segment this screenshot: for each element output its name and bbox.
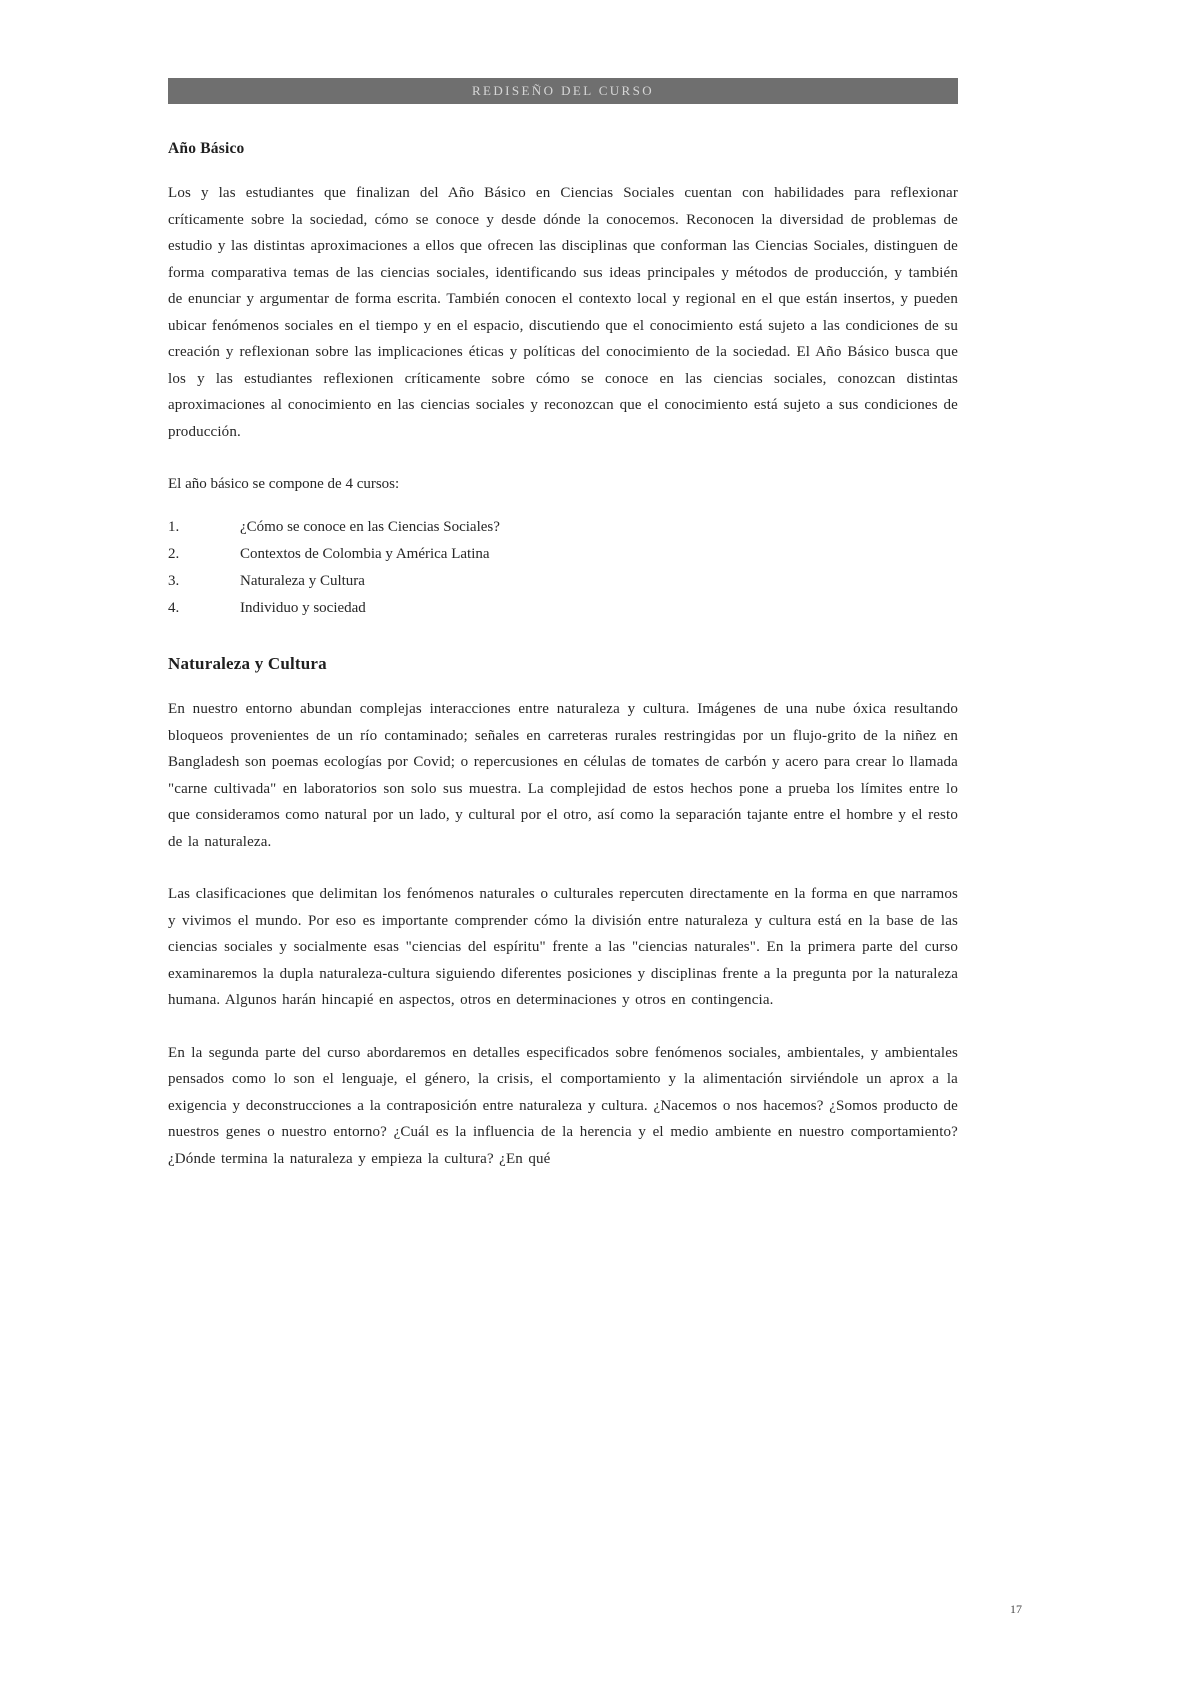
paragraph: Las clasificaciones que delimitan los fenómenos naturales o culturales repercuten directamente en la forma en que narramos y vivimos el mundo. Por eso es importante comprender cómo la división entre naturaleza y cultura está en la base de las ciencias sociales y socialmente esas "ciencias del espíritu" frente a las "ciencias naturales". En la primera parte del curso examinaremos la dupla naturaleza-cultura siguiendo diferentes posiciones y disciplinas frente a la pregunta por la naturaleza humana. Algunos harán hincapié en aspectos, otros en determinaciones y otros en contingencia.	[168, 886, 958, 1008]
section-heading-ano-basico: Año Básico	[168, 140, 245, 157]
list-item-label: ¿Cómo se conoce en las Ciencias Sociales?	[240, 519, 500, 535]
running-head-text: REDISEÑO DEL CURSO	[471, 83, 655, 98]
paragraph: En la segunda parte del curso abordaremos en detalles especificados sobre fenómenos sociales, ambientales, y ambientales pensados como lo son el lenguaje, el género, la crisis, el comportamiento y la alimentación sirviéndole un aprox a la exigencia y deconstrucciones a la contraposición entre naturaleza y cultura. ¿Nacemos o nos hacemos? ¿Somos producto de nuestros genes o nuestro entorno? ¿Cuál es la influencia de la herencia y el medio ambiente en nuestro comportamiento? ¿Dónde termina la naturaleza y empieza la cultura? ¿En qué	[168, 1044, 958, 1167]
list-item-number: 1.	[168, 519, 180, 535]
list-item-number: 4.	[168, 600, 180, 616]
list-item-number: 2.	[168, 546, 180, 562]
list-item-label: Contextos de Colombia y América Latina	[240, 546, 490, 562]
list-item-label: Naturaleza y Cultura	[240, 573, 365, 589]
unit-list	[168, 515, 958, 620]
section-heading-naturaleza-y-cultura: Naturaleza y Cultura	[168, 654, 327, 673]
list-item	[168, 596, 958, 620]
list-item	[168, 515, 958, 539]
page-number: 17	[1010, 1602, 1022, 1616]
list-item	[168, 569, 958, 593]
list-item-label: Individuo y sociedad	[240, 600, 366, 616]
running-head-band	[168, 78, 958, 104]
list-item-number: 3.	[168, 573, 180, 589]
list-item	[168, 542, 958, 566]
unit-list-intro: El año básico se compone de 4 cursos:	[168, 476, 400, 492]
paragraph: En nuestro entorno abundan complejas interacciones entre naturaleza y cultura. Imágenes de una nube óxica resultando bloqueos provenientes de un río contaminado; señales en carreteras rurales restringidas por un flujo-grito de la niñez en Bangladesh son poemas ecologías por Covid; o repercusiones en células de tomates de carbón y acero para crear lo llamada "carne cultivada" en laboratorios son solo sus muestra. La complejidad de estos hechos pone a prueba los límites entre lo que consideramos como natural por un lado, y cultural por el otro, así como la separación tajante entre el hombre y el resto de la naturaleza.	[168, 701, 958, 850]
page-content	[168, 78, 958, 1198]
paragraph: Los y las estudiantes que finalizan del Año Básico en Ciencias Sociales cuentan con habilidades para reflexionar críticamente sobre la sociedad, cómo se conoce y desde dónde la conocemos. Reconocen la diversidad de problemas de estudio y las distintas aproximaciones a ellos que ofrecen las disciplinas que conforman las Ciencias Sociales, distinguen de forma comparativa temas de las ciencias sociales, identificando sus ideas principales y métodos de producción, y también de enunciar y argumentar de forma escrita. También conocen el contexto local y regional en el que están insertos, y pueden ubicar fenómenos sociales en el tiempo y en el espacio, discutiendo que el conocimiento está sujeto a las condiciones de su creación y reflexionan sobre las implicaciones éticas y políticas del conocimiento de la sociedad. El Año Básico busca que los y las estudiantes reflexionen críticamente sobre cómo se conoce en las ciencias sociales, conozcan distintas aproximaciones al conocimiento en las ciencias sociales y reconozcan que el conocimiento está sujeto a sus condiciones de producción.	[168, 185, 958, 440]
